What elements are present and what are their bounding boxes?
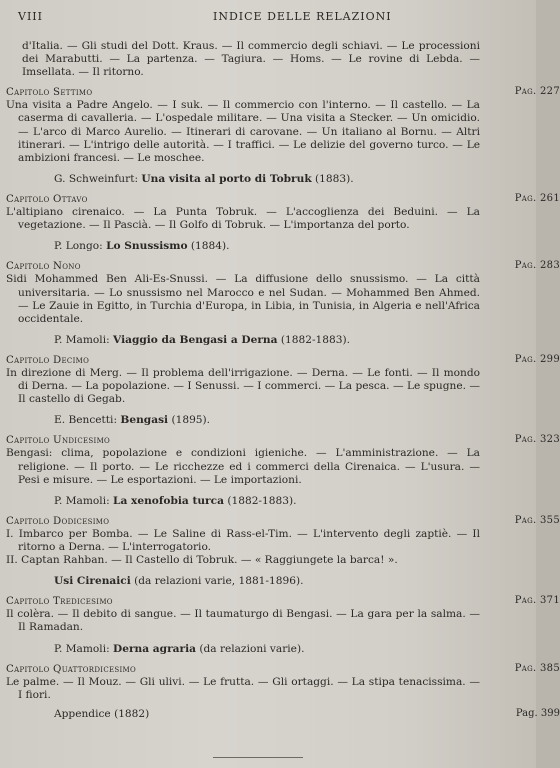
page-reference: Pag. 371 bbox=[514, 595, 560, 607]
page-reference: Pag. 385 bbox=[514, 662, 560, 674]
section-title: Una visita al porto di Tobruk bbox=[141, 172, 312, 185]
index-entry-text: Sidi Mohammed Ben Ali-Es-Snussi. — La diffusione dello snussismo. — La città universitaria. — Lo snussismo nel Marocco e nel Sudan. — Mohammed Ben Ahmed. — Le Zauie in Egitto, in Turchia d'Europa, in Libia, in Tunisia, in Algeria e nell'Africa occidentale. bbox=[6, 273, 480, 325]
section-title: Viaggio da Bengasi a Derna bbox=[113, 333, 278, 346]
section-date: (da relazioni varie, 1881-1896). bbox=[134, 575, 304, 588]
index-entry-text: d'Italia. — Gli studi del Dott. Kraus. — Il commercio degli schiavi. — Le processioni dei Marabutti. — La partenza. — Tagiura. — Homs. — Le rovine di Lebda. — Imsellata. — Il ritorno. bbox=[22, 40, 480, 79]
index-entry-text: Le palme. — Il Mouz. — Gli ulivi. — Le frutta. — Gli ortaggi. — La stipa tenacissima. — I fiori. bbox=[6, 675, 480, 701]
running-title: INDICE DELLE RELAZIONI bbox=[213, 10, 392, 23]
chapter-label: Capitolo Quattordicesimo bbox=[6, 663, 137, 675]
section-author: P. Mamoli: bbox=[54, 642, 110, 655]
section-title: La xenofobia turca bbox=[113, 494, 224, 507]
section-heading bbox=[6, 495, 520, 508]
chapter-label: Capitolo Dodicesimo bbox=[6, 515, 110, 527]
folio-number: VIII bbox=[18, 10, 43, 23]
section-heading bbox=[6, 643, 520, 656]
section-author: G. Schweinfurt: bbox=[54, 172, 139, 185]
page-reference: Pag. 283 bbox=[514, 260, 560, 272]
page-reference: Pag. 261 bbox=[514, 192, 560, 204]
section-author: P. Mamoli: bbox=[54, 333, 110, 346]
index-entry-text: Una visita a Padre Angelo. — I suk. — Il commercio con l'interno. — Il castello. — La caserma di cavalleria. — L'ospedale militare. — Una visita a Stecker. — Un omicidio. — L'arco di Marco Aurelio. — Itinerari di carovane. — Un italiano al Bornu. — Altri itinerari. — L'intrigo delle autorità. — I traffici. — Le delizie del governo turco. — Le ambizioni francesi. — Le moschee. bbox=[6, 99, 480, 164]
chapter-label: Capitolo Ottavo bbox=[6, 193, 88, 205]
index-entry-text: II. Captan Rahban. — Il Castello di Tobruk. — « Raggiungete la barca! ». bbox=[6, 554, 398, 567]
page-reference: Pag. 399 bbox=[515, 707, 560, 719]
section-heading bbox=[6, 414, 520, 427]
section-author: P. Longo: bbox=[54, 240, 103, 253]
chapter-heading bbox=[6, 260, 560, 273]
section-heading bbox=[6, 173, 520, 186]
chapter-heading bbox=[6, 434, 560, 447]
section-date: (1895). bbox=[171, 414, 211, 427]
chapter-heading bbox=[6, 514, 560, 528]
chapter-label: Capitolo Nono bbox=[6, 261, 81, 273]
section-author: E. Bencetti: bbox=[54, 414, 118, 427]
index-entry-text: I. Imbarco per Bomba. — Le Saline di Rass-el-Tim. — L'intervento degli zaptiè. — Il ritorno a Derna. — L'interrogatorio. bbox=[6, 527, 480, 553]
chapter-heading bbox=[6, 192, 560, 206]
index-entry-text: Il colèra. — Il debito di sangue. — Il taumaturgo di Bengasi. — La gara per la salma. — Il Ramadan. bbox=[6, 608, 480, 634]
section-date: (1884). bbox=[190, 240, 230, 253]
chapter-heading bbox=[6, 662, 560, 676]
section-heading bbox=[6, 240, 520, 253]
chapter-heading bbox=[6, 353, 560, 367]
section-date: (1882-1883). bbox=[227, 494, 297, 507]
chapter-label: Capitolo Decimo bbox=[6, 354, 90, 366]
section-heading bbox=[6, 334, 520, 347]
chapter-heading bbox=[6, 595, 560, 608]
chapter-label: Capitolo Settimo bbox=[6, 87, 93, 99]
section-title: Usi Cirenaici bbox=[54, 575, 131, 588]
section-date: (1883). bbox=[315, 172, 354, 185]
section-date: (1882-1883). bbox=[280, 333, 350, 346]
section-title: Bengasi bbox=[120, 414, 169, 427]
chapter-label: Capitolo Undicesimo bbox=[6, 435, 111, 447]
footer-rule bbox=[213, 757, 303, 758]
section-date: (da relazioni varie). bbox=[199, 642, 305, 655]
index-entry-text: In direzione di Merg. — Il problema dell'irrigazione. — Derna. — Le fonti. — Il mondo di Derna. — La popolazione. — I Senussi. — I commerci. — La pesca. — Le spugne. — Il castello di Gegab. bbox=[6, 366, 480, 406]
appendix-date: (1882) bbox=[114, 707, 150, 720]
table-of-contents bbox=[6, 40, 560, 721]
section-heading bbox=[6, 575, 520, 588]
appendix-title: Appendice bbox=[54, 707, 111, 720]
chapter-label: Capitolo Tredicesimo bbox=[6, 596, 113, 608]
section-title: Derna agraria bbox=[113, 642, 196, 655]
page-reference: Pag. 299 bbox=[514, 353, 560, 365]
index-entry-text: Bengasi: clima, popolazione e condizioni igieniche. — L'amministrazione. — La religione. — Il porto. — Le ricchezze ed i commerci della Cirenaica. — L'usura. — Pesi e misure. — Le esportazioni. — Le importazioni. bbox=[6, 447, 480, 486]
section-title: Lo Snussismo bbox=[106, 240, 188, 253]
index-entry-text: L'altipiano cirenaico. — La Punta Tobruk. — L'accoglienza dei Beduini. — La vegetazione. — Il Pascià. — Il Golfo di Tobruk. — L'importanza del porto. bbox=[6, 206, 480, 232]
page-reference: Pag. 355 bbox=[514, 514, 560, 526]
appendix-entry bbox=[6, 707, 560, 721]
page-header bbox=[18, 10, 518, 28]
page-reference: Pag. 227 bbox=[514, 86, 560, 98]
section-author: P. Mamoli: bbox=[54, 494, 110, 507]
chapter-heading bbox=[6, 86, 560, 99]
page-reference: Pag. 323 bbox=[514, 434, 560, 446]
